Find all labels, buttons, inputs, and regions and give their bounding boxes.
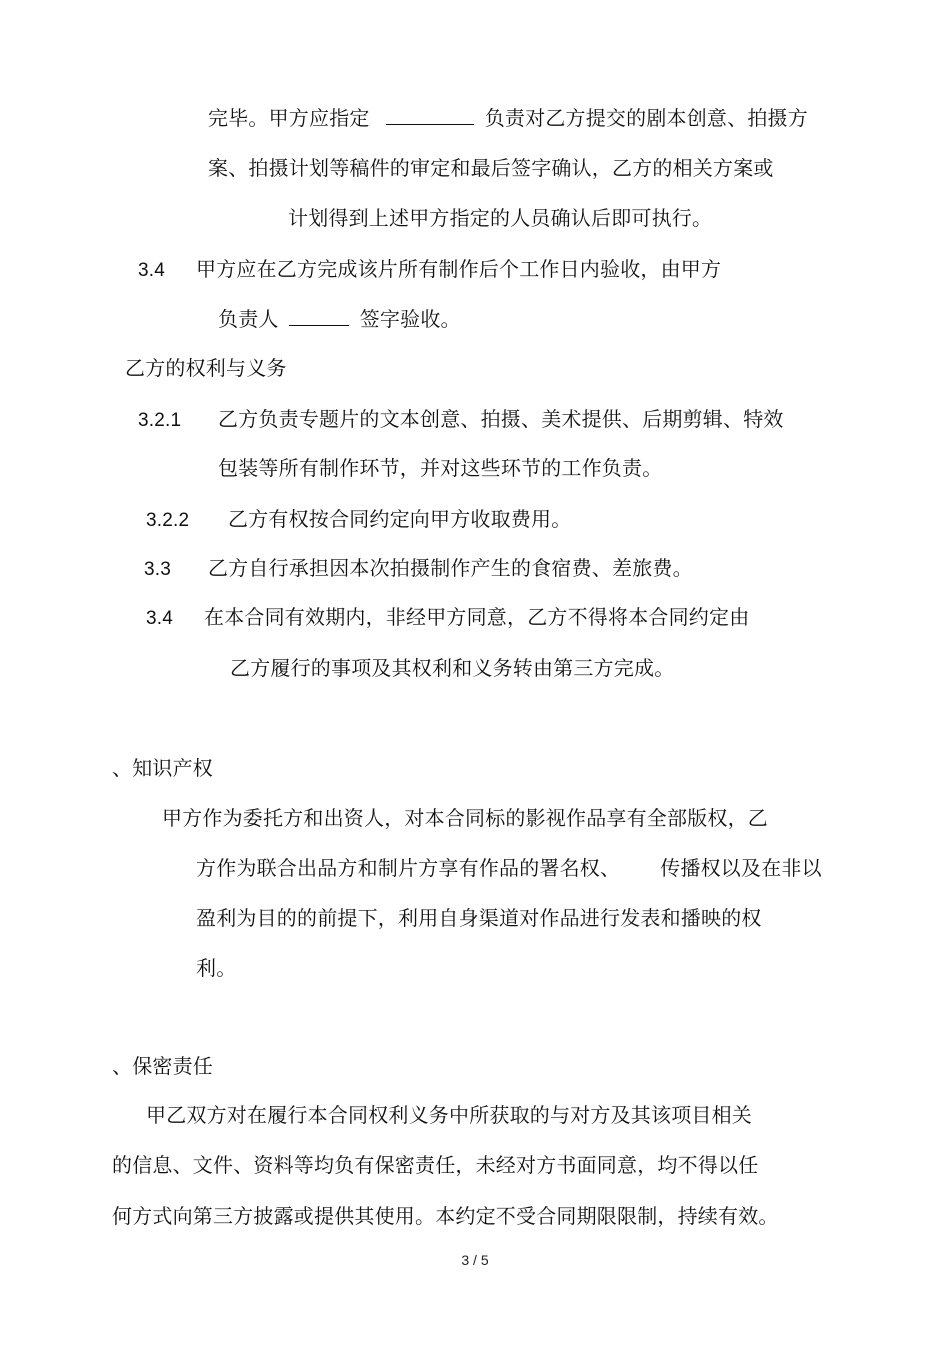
clause-3-3 [144, 555, 693, 583]
clause-3-2-1-line-1 [138, 406, 784, 434]
ip-line-2 [196, 855, 822, 881]
clause-number: 3.2.2 [146, 510, 190, 531]
clause-text: 负责人 [218, 307, 279, 331]
clause-3-2-1-line-2: 包装等所有制作环节，并对这些环节的工作负责。 [218, 456, 663, 480]
clause-3-1-line-2: 案、拍摄计划等稿件的审定和最后签字确认，乙方的相关方案或 [208, 156, 774, 180]
clause-3-1-line-1 [208, 105, 808, 131]
clause-3-2-2 [146, 506, 571, 534]
clause-3-1-line-3: 计划得到上述甲方指定的人员确认后即可执行。 [288, 206, 713, 230]
clause-text: 甲方应在乙方完成该片所有制作后个工作日内验收，由甲方 [196, 257, 722, 281]
clause-3-1-text: 负责对乙方提交的剧本创意、拍摄方 [484, 106, 808, 130]
clause-text: 签字验收。 [359, 307, 461, 331]
clause-text: 乙方有权按合同约定向甲方收取费用。 [228, 507, 572, 531]
section-heading-ip: 、知识产权 [112, 756, 213, 780]
signer-blank [289, 307, 349, 326]
section-heading-confidentiality: 、保密责任 [112, 1054, 213, 1078]
page-number: 3 / 5 [461, 1252, 489, 1268]
designee-blank [386, 106, 474, 125]
conf-line-3: 何方式向第三方披露或提供其使用。本约定不受合同期限限制，持续有效。 [112, 1204, 779, 1228]
clause-number: 3.4 [138, 260, 166, 281]
clause-3-4-line-1 [138, 256, 721, 284]
clause-3-4-line-2 [218, 306, 461, 332]
clause-number: 3.3 [144, 559, 172, 580]
conf-line-1: 甲乙双方对在履行本合同权利义务中所获取的与对方及其该项目相关 [146, 1103, 752, 1127]
clause-text: 乙方自行承担因本次拍摄制作产生的食宿费、差旅费。 [208, 556, 693, 580]
clause-text: 在本合同有效期内，非经甲方同意，乙方不得将本合同约定由 [204, 605, 750, 629]
clause-3-4b-line-2: 乙方履行的事项及其权利和义务转由第三方完成。 [230, 656, 675, 680]
ip-line-1: 甲方作为委托方和出资人，对本合同标的影视作品享有全部版权，乙 [162, 806, 768, 830]
clause-text: 乙方负责专题片的文本创意、拍摄、美术提供、后期剪辑、特效 [218, 407, 784, 431]
ip-line-3: 盈利为目的的前提下，利用自身渠道对作品进行发表和播映的权 [196, 906, 762, 930]
conf-line-2: 的信息、文件、资料等均负有保密责任，未经对方书面同意，均不得以任 [112, 1153, 759, 1177]
ip-text: 方作为联合出品方和制片方享有作品的署名权、 [196, 856, 621, 880]
clause-3-1-text: 完毕。甲方应指定 [208, 106, 370, 130]
clause-number: 3.2.1 [138, 410, 182, 431]
clause-number: 3.4 [146, 608, 174, 629]
ip-text: 传播权以及在非以 [660, 856, 822, 880]
section-heading-yi: 乙方的权利与义务 [125, 356, 287, 380]
clause-3-4b-line-1 [146, 604, 749, 632]
ip-line-4: 利。 [196, 956, 237, 980]
